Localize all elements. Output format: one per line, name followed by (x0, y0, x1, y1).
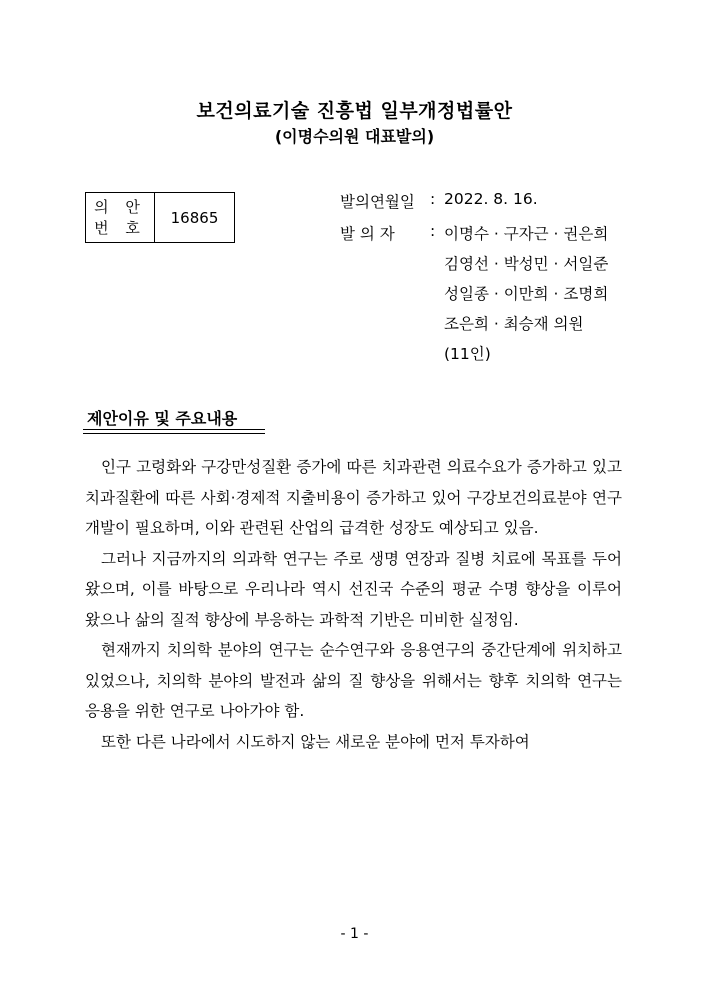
paragraph: 인구 고령화와 구강만성질환 증가에 따른 치과관련 의료수요가 증가하고 있고 치과질환에 따른 사회·경제적 지출비용이 증가하고 있어 구강보건의료분야 연구개발이 필요하며, 이와 관련된 산업의 급격한 성장도 예상되고 있음. (85, 458, 622, 537)
paragraph: 또한 다른 나라에서 시도하지 않는 새로운 분야에 먼저 투자하여 (101, 732, 530, 751)
bill-label-line1: 의 안 (94, 197, 146, 216)
bill-label-line2: 번 호 (94, 218, 146, 237)
page-number: - 1 - (340, 926, 369, 942)
bill-number-value: 16865 (170, 208, 219, 227)
paragraph: 그러나 지금까지의 의과학 연구는 주로 생명 연장과 질병 치료에 목표를 두어 왔으며, 이를 바탕으로 우리나라 역시 선진국 수준의 평균 수명 향상을 이루어 왔으나 삶의 질적 향상에 부응하는 과학적 기반은 미비한 실정임. (85, 549, 622, 629)
body-text (85, 452, 622, 757)
proposal-date-label: 발의연월일 (340, 193, 415, 211)
paragraph: 현재까지 치의학 분야의 연구는 순수연구와 응용연구의 중간단계에 위치하고 있었으나, 치의학 분야의 발전과 삶의 질 향상을 위해서는 향후 치의학 연구는 응용을 위한 연구로 나아가야 함. (85, 641, 622, 720)
bill-number-label (86, 193, 155, 242)
document-page: 보건의료기술 진흥법 일부개정법률안 (이명수의원 대표발의) 의 안 번 호 16865 발의연월일 : 2022. 8. 16. 발 의 자 : 이명수 · 구자근 · 권은희 김영선 · 박성민 · 서일준 성일종 · 이만희 · 조명희 조은희 · 최승재 의원 (11인) 제안이유 및 주요내용 인구 고령화와 구강만성질환 증가에 따른 치과관련 의료수요가 증가하고 있고 치과질환에 따른 사회·경제적 지출비용이 증가하고 있어 구강보건의료분야 연구개발이 필요하며, 이와 관련된 산업의 급격한 성장도 예상되고 있음. 그러나 지금까지의 의과학 연구는 주로 생명 연장과 질병 치료에 목표를 두어 왔으며, 이를 바탕으로 우리나라 역시 선진국 수준의 평균 수명 향상을 이루어 왔으나 삶의 질적 향상에 부응하는 과학적 기반은 미비한 실정임. 현재까지 치의학 분야의 연구는 순수연구와 응용연구의 중간단계에 위치하고 있었으나, 치의학 분야의 발전과 삶의 질 향상을 위해서는 향후 치의학 연구는 응용을 위한 연구로 나아가야 함. 또한 다른 나라에서 시도하지 않는 새로운 분야에 먼저 투자하여 - 1 - (0, 0, 709, 992)
section-underline (83, 429, 265, 430)
proposer-line: 김영선 · 박성민 · 서일준 (444, 255, 609, 273)
proposer-count: (11인) (444, 345, 491, 363)
proposal-date-value: 2022. 8. 16. (444, 190, 538, 208)
proposer-line: 조은희 · 최승재 의원 (444, 315, 584, 333)
proposer-line: 성일종 · 이만희 · 조명희 (444, 285, 609, 303)
proposer-line: 이명수 · 구자근 · 권은희 (444, 225, 609, 243)
section-underline (83, 433, 265, 434)
document-title: 보건의료기술 진흥법 일부개정법률안 (196, 100, 513, 122)
bill-number-box (85, 192, 235, 243)
proposer-label: 발 의 자 (340, 225, 395, 243)
document-subtitle: (이명수의원 대표발의) (274, 127, 435, 146)
section-heading: 제안이유 및 주요내용 (87, 409, 238, 428)
